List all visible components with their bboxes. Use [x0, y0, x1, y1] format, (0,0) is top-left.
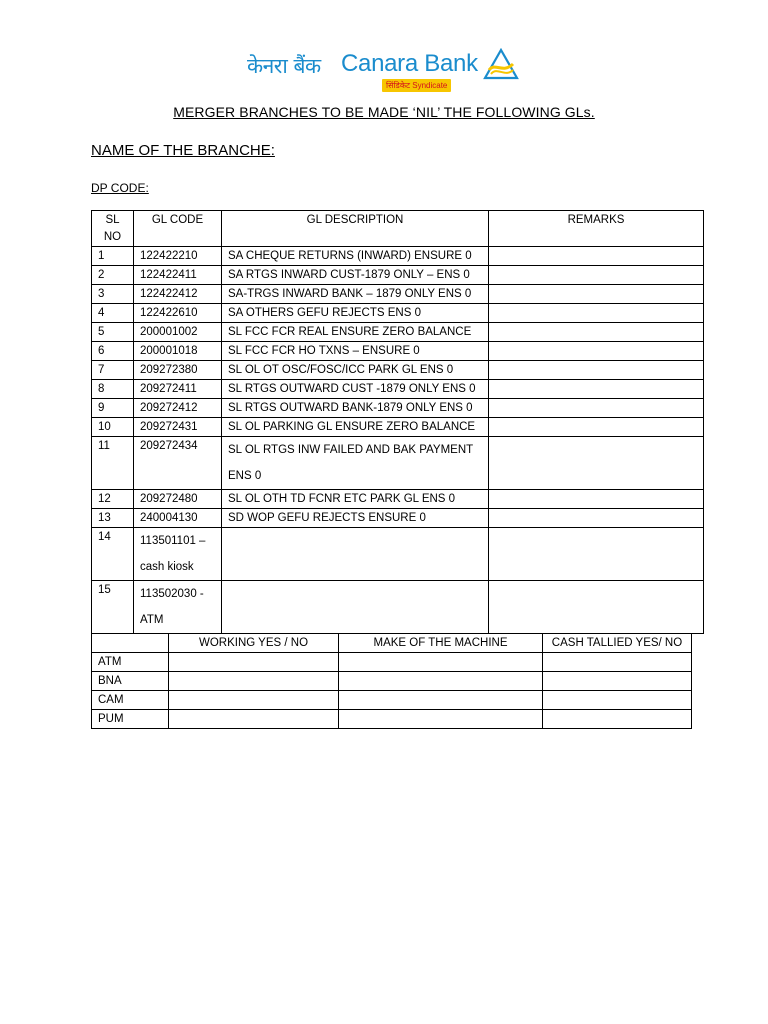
machine-type-cell: BNA [92, 672, 169, 691]
gl-description-line: ENS 0 [228, 470, 262, 482]
gl-code-cell: 209272480 [134, 490, 222, 509]
sl-cell: 4 [92, 304, 134, 323]
gl-code-cell: 240004130 [134, 509, 222, 528]
sl-cell: 1 [92, 247, 134, 266]
gl-code-line: cash kiosk [140, 561, 194, 573]
table-row [92, 581, 704, 634]
header-sl-no [92, 211, 134, 247]
table-row [92, 323, 704, 342]
canara-bank-logo [247, 46, 523, 96]
sl-cell: 3 [92, 285, 134, 304]
table-row [92, 247, 704, 266]
gl-description-cell: SL RTGS OUTWARD BANK-1879 ONLY ENS 0 [222, 399, 489, 418]
gl-code-line: 113502030 - [140, 588, 204, 600]
sl-cell: 13 [92, 509, 134, 528]
gl-code-cell: 209272380 [134, 361, 222, 380]
header-remarks: REMARKS [489, 211, 704, 247]
remarks-cell [489, 490, 704, 509]
cash-tallied-cell [543, 710, 692, 729]
remarks-cell [489, 285, 704, 304]
table-row [92, 509, 704, 528]
make-cell [339, 672, 543, 691]
gl-description-cell: SL FCC FCR REAL ENSURE ZERO BALANCE [222, 323, 489, 342]
remarks-cell [489, 509, 704, 528]
sl-cell: 14 [92, 528, 134, 581]
working-cell [169, 672, 339, 691]
remarks-cell [489, 266, 704, 285]
machine-type-cell: PUM [92, 710, 169, 729]
gl-description-cell [222, 437, 489, 490]
remarks-cell [489, 361, 704, 380]
gl-description-cell: SL FCC FCR HO TXNS – ENSURE 0 [222, 342, 489, 361]
machine-type-cell: CAM [92, 691, 169, 710]
sl-cell: 10 [92, 418, 134, 437]
remarks-cell [489, 380, 704, 399]
logo-hindi-text: केनरा बैंक [247, 54, 321, 78]
table-row [92, 342, 704, 361]
document-title: MERGER BRANCHES TO BE MADE ‘NIL’ THE FOLLOWING GLs. [173, 104, 595, 120]
table-row [92, 691, 692, 710]
header-sl-text: SL [105, 214, 120, 226]
table-row [92, 418, 704, 437]
branch-name-label: NAME OF THE BRANCHE: [91, 142, 275, 159]
header-no-text: NO [103, 231, 122, 243]
canara-triangle-icon [483, 48, 519, 84]
gl-description-cell: SA RTGS INWARD CUST-1879 ONLY – ENS 0 [222, 266, 489, 285]
remarks-cell [489, 342, 704, 361]
gl-description-cell: SL RTGS OUTWARD CUST -1879 ONLY ENS 0 [222, 380, 489, 399]
remarks-cell [489, 581, 704, 634]
make-cell [339, 710, 543, 729]
sl-cell: 12 [92, 490, 134, 509]
working-cell [169, 691, 339, 710]
table-row [92, 528, 704, 581]
header-cash-tallied: CASH TALLIED YES/ NO [543, 634, 692, 653]
gl-code-cell [134, 581, 222, 634]
remarks-cell [489, 399, 704, 418]
cash-tallied-cell [543, 672, 692, 691]
table-row [92, 304, 704, 323]
table-row [92, 437, 704, 490]
gl-description-line: SL OL RTGS INW FAILED AND BAK PAYMENT [228, 444, 474, 456]
sl-cell: 9 [92, 399, 134, 418]
table-row [92, 399, 704, 418]
working-cell [169, 710, 339, 729]
table-row [92, 266, 704, 285]
sl-cell: 5 [92, 323, 134, 342]
gl-code-cell: 200001002 [134, 323, 222, 342]
remarks-cell [489, 437, 704, 490]
gl-description-cell: SD WOP GEFU REJECTS ENSURE 0 [222, 509, 489, 528]
gl-description-cell: SL OL OTH TD FCNR ETC PARK GL ENS 0 [222, 490, 489, 509]
remarks-cell [489, 323, 704, 342]
table-row [92, 653, 692, 672]
gl-table-header-row [92, 211, 704, 247]
gl-description-cell: SL OL PARKING GL ENSURE ZERO BALANCE [222, 418, 489, 437]
table-row [92, 672, 692, 691]
header-gl-description: GL DESCRIPTION [222, 211, 489, 247]
gl-table [91, 210, 704, 634]
gl-code-cell: 209272431 [134, 418, 222, 437]
sl-cell: 6 [92, 342, 134, 361]
sl-cell: 7 [92, 361, 134, 380]
cash-tallied-cell [543, 691, 692, 710]
table-row [92, 490, 704, 509]
gl-description-cell [222, 528, 489, 581]
gl-code-cell: 122422210 [134, 247, 222, 266]
cash-tallied-cell [543, 653, 692, 672]
gl-code-cell: 209272411 [134, 380, 222, 399]
remarks-cell [489, 304, 704, 323]
dp-code-label: DP CODE: [91, 181, 149, 195]
sl-cell: 11 [92, 437, 134, 490]
table-row [92, 380, 704, 399]
machine-table-header-row [92, 634, 692, 653]
gl-code-cell: 122422412 [134, 285, 222, 304]
working-cell [169, 653, 339, 672]
table-row [92, 285, 704, 304]
remarks-cell [489, 528, 704, 581]
gl-code-cell: 209272434 [134, 437, 222, 490]
logo-syndicate-tagline: सिंडिकेट Syndicate [382, 79, 451, 92]
machine-type-cell: ATM [92, 653, 169, 672]
table-row [92, 361, 704, 380]
gl-code-cell: 122422610 [134, 304, 222, 323]
header-gl-code: GL CODE [134, 211, 222, 247]
remarks-cell [489, 247, 704, 266]
header-machine-type [92, 634, 169, 653]
machine-table [91, 633, 692, 729]
gl-code-cell: 209272412 [134, 399, 222, 418]
sl-cell: 2 [92, 266, 134, 285]
logo-english-text: Canara Bank [341, 50, 478, 77]
make-cell [339, 653, 543, 672]
make-cell [339, 691, 543, 710]
gl-description-cell: SL OL OT OSC/FOSC/ICC PARK GL ENS 0 [222, 361, 489, 380]
gl-code-line: ATM [140, 614, 164, 626]
gl-code-cell: 122422411 [134, 266, 222, 285]
sl-cell: 15 [92, 581, 134, 634]
gl-description-cell: SA-TRGS INWARD BANK – 1879 ONLY ENS 0 [222, 285, 489, 304]
gl-code-cell: 200001018 [134, 342, 222, 361]
table-row [92, 710, 692, 729]
header-make: MAKE OF THE MACHINE [339, 634, 543, 653]
gl-description-cell: SA CHEQUE RETURNS (INWARD) ENSURE 0 [222, 247, 489, 266]
gl-code-cell [134, 528, 222, 581]
gl-description-cell [222, 581, 489, 634]
header-working: WORKING YES / NO [169, 634, 339, 653]
remarks-cell [489, 418, 704, 437]
gl-code-line: 113501101 – [140, 535, 206, 547]
gl-description-cell: SA OTHERS GEFU REJECTS ENS 0 [222, 304, 489, 323]
sl-cell: 8 [92, 380, 134, 399]
